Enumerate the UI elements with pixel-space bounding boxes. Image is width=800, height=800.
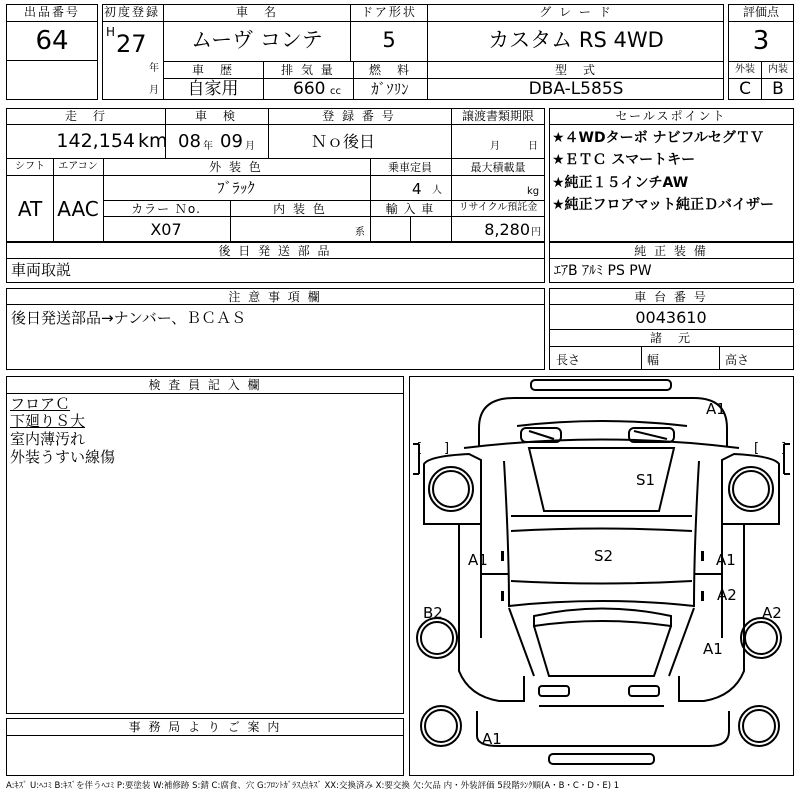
transfer-label: 譲渡書類期限 (461, 109, 535, 123)
selling-points-label: セールスポイント (615, 109, 727, 123)
notes-value: 後日発送部品→ナンバー、ＢＣＡＳ (11, 309, 247, 327)
inspection-month: 09 (220, 131, 243, 152)
grade-label: グ レ ー ド (539, 5, 613, 19)
year-unit: 年 (149, 63, 159, 74)
chassis-number: 0043610 (635, 308, 707, 327)
legend: A:ｷｽﾞ U:ﾍｺﾐ B:ｷｽﾞを伴うﾍｺﾐ P:要塗装 W:補修跡 S:錆 C:腐食、穴 G:ﾌﾛﾝﾄｶﾞﾗｽ点ｷｽﾞ XX:交換済み X:要交換 欠:欠品 内・外装評価 5段階ﾗﾝｸ順(A・B・C・D・E) 1 (6, 781, 620, 791)
inspector-note: フロアＣ (10, 395, 71, 413)
int-color-unit: 系 (355, 227, 365, 238)
first-reg-label: 初度登録 (103, 5, 161, 19)
damage-mark: S2 (594, 547, 614, 565)
ac: AAC (57, 197, 99, 221)
inspector-note: 外装うすい線傷 (10, 448, 116, 466)
color-no-label: カラー Ｎo. (131, 202, 201, 216)
reg-year: 27 (116, 30, 147, 58)
color-no: X07 (150, 220, 182, 239)
inspector-note: 室内薄汚れ (10, 430, 86, 448)
selling-point: ★４WDターボ ナビフルセグＴＶ (552, 130, 764, 146)
damage-mark: A2 (717, 586, 737, 604)
car-name-label: 車 名 (235, 5, 279, 19)
cc-unit: cc (330, 86, 341, 97)
parts-value: 車両取説 (11, 261, 72, 279)
transfer-day: 日 (528, 141, 538, 152)
fuel: ｶﾞｿﾘﾝ (371, 80, 409, 98)
exterior-grade: C (739, 79, 751, 99)
grade: カスタム RS 4WD (488, 28, 664, 52)
model-label: 型 式 (554, 63, 598, 77)
svg-text:[: [ (754, 441, 760, 456)
damage-mark: A1 (468, 551, 488, 569)
inspection-year: 08 (178, 131, 201, 152)
month-unit: 月 (149, 85, 159, 96)
import-label: 輸 入 車 (385, 202, 435, 216)
damage-mark: B2 (423, 604, 443, 622)
fuel-label: 燃 料 (368, 63, 412, 77)
inspection-month-unit: 月 (245, 141, 255, 152)
svg-text:]: ] (781, 441, 787, 456)
damage-mark: A2 (762, 604, 782, 622)
notes-label: 注 意 事 項 欄 (228, 290, 322, 304)
dims-label: 諸 元 (649, 331, 693, 345)
car-diagram (409, 376, 794, 776)
equipment-value: ｴｱB ｱﾙﾐ PS PW (554, 263, 652, 279)
lot-number: 64 (35, 26, 69, 56)
history-label: 車 歴 (191, 63, 235, 77)
damage-mark: A1 (703, 640, 723, 658)
height-label: 高さ (725, 353, 750, 367)
km-unit: km (138, 130, 168, 152)
interior-grade: B (772, 79, 784, 99)
int-color-label: 内 装 色 (273, 202, 327, 216)
inspection-label: 車 検 (194, 109, 238, 123)
score-label: 評価点 (742, 5, 780, 19)
parts-label: 後 日 発 送 部 品 (218, 244, 332, 258)
selling-point: ★ＥＴＣ スマートキー (552, 152, 696, 168)
inspection-year-unit: 年 (203, 141, 213, 152)
chassis-label: 車 台 番 号 (634, 290, 708, 304)
office-label: 事 務 局 よ り ご 案 内 (128, 720, 282, 734)
inspector-label: 検 査 員 記 入 欄 (148, 378, 262, 392)
displacement: 660 (293, 79, 326, 99)
ext-color: ﾌﾞﾗｯｸ (217, 179, 255, 197)
transfer-month: 月 (490, 141, 500, 152)
recycle-fee: 8,280 (484, 220, 530, 239)
recycle-label: リサイクル預託金 (458, 202, 538, 213)
score: 3 (752, 26, 770, 56)
damage-mark: S1 (636, 471, 656, 489)
yen-unit: 円 (531, 227, 541, 238)
reg-no-label: 登 録 番 号 (322, 109, 396, 123)
selling-point: ★純正フロアマット純正Ｄバイザー (552, 197, 774, 213)
max-load-unit: kg (527, 186, 540, 197)
exterior-grade-label: 外装 (735, 64, 755, 75)
shift-label: シフト (15, 161, 45, 172)
svg-text:[: [ (417, 441, 423, 456)
interior-grade-label: 内装 (768, 64, 788, 75)
displacement-label: 排 気 量 (281, 63, 335, 77)
era: H (106, 25, 116, 39)
length-label: 長さ (556, 353, 581, 367)
inspector-note: 下廻りＳ大 (10, 412, 86, 430)
capacity: 4 (412, 180, 422, 198)
max-load-label: 最大積載量 (470, 161, 526, 174)
lot-number-label: 出品番号 (23, 5, 81, 19)
reg-no: Ｎｏ後日 (310, 132, 376, 151)
width-label: 幅 (647, 353, 660, 367)
capacity-label: 乗車定員 (388, 161, 432, 174)
equipment-label: 純 正 装 備 (634, 244, 708, 258)
capacity-unit: 人 (432, 185, 442, 196)
mileage-label: 走 行 (64, 109, 108, 123)
car-name: ムーヴ コンテ (191, 28, 323, 52)
history: 自家用 (187, 79, 239, 99)
selling-point: ★純正１５インチAW (552, 175, 689, 191)
svg-text:]: ] (444, 441, 450, 456)
damage-mark: A1 (706, 400, 726, 418)
shift: AT (17, 197, 43, 221)
door-label: ドア形状 (361, 5, 417, 19)
damage-mark: A1 (482, 730, 502, 748)
model: DBA-L585S (528, 79, 624, 99)
damage-mark: A1 (716, 551, 736, 569)
mileage: 142,154 (56, 130, 135, 152)
doors: 5 (382, 28, 396, 52)
ext-color-label: 外 装 色 (209, 160, 263, 174)
ac-label: エアコン (58, 161, 98, 172)
